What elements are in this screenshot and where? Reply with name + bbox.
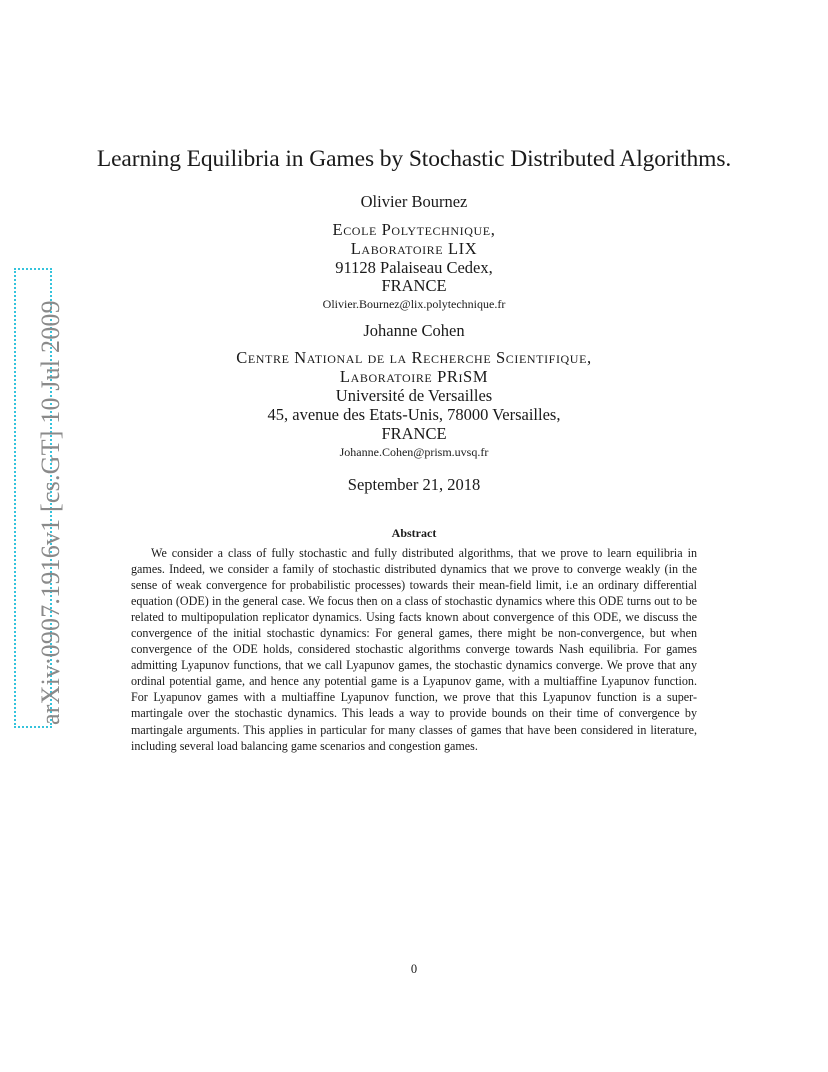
paper-date: September 21, 2018	[347, 475, 481, 494]
page-number: 0	[410, 962, 418, 976]
affiliation-2-line-3: Université de Versailles	[335, 386, 493, 405]
author-name-2: Johanne Cohen	[363, 321, 465, 340]
affiliation-2-line-2: Laboratoire PRiSM	[339, 367, 489, 386]
author-email-2: Johanne.Cohen@prism.uvsq.fr	[339, 445, 489, 459]
abstract-heading: Abstract	[391, 526, 437, 540]
paper-title: Learning Equilibria in Games by Stochastic Distributed Algorithms.	[96, 146, 732, 172]
author-name-1: Olivier Bournez	[360, 192, 468, 211]
affiliation-2-line-5: FRANCE	[381, 424, 447, 443]
affiliation-1-line-3: 91128 Palaiseau Cedex,	[335, 258, 493, 277]
author-email-1: Olivier.Bournez@lix.polytechnique.fr	[322, 297, 506, 311]
affiliation-1-line-2: Laboratoire LIX	[350, 239, 478, 258]
affiliation-1-line-4: FRANCE	[381, 276, 447, 295]
affiliation-2-line-1: Centre National de la Recherche Scientifique,	[236, 348, 592, 367]
affiliation-2-line-4: 45, avenue des Etats-Unis, 78000 Versailles,	[267, 405, 561, 424]
abstract-text: We consider a class of fully stochastic and fully distributed algorithms, that we prove to learn equilibria in games. Indeed, we consider a family of stochastic distributed dynamics that we prove to converge weakly (in the sense of weak convergence for probabilistic processes) towards their mean-field limit, i.e an ordinary differential equation (ODE) in the general case. We focus then on a class of stochastic dynamics where this ODE turns out to be related to multipopulation replicator dynamics. Using facts known about convergence of this ODE, we discuss the convergence of the initial stochastic dynamics: For general games, there might be non-convergence, but when convergence of the ODE holds, considered stochastic algorithms converge towards Nash equilibria. For games admitting Lyapunov functions, that we call Lyapunov games, the stochastic dynamics converge. We prove that any ordinal potential game, and hence any potential game is a Lyapunov game, with a multiaffine Lyapunov function. For Lyapunov games with a multiaffine Lyapunov function, we prove that this Lyapunov function is a super-martingale over the stochastic dynamics. This leads a way to provide bounds on their time of convergence by martingale arguments. This applies in particular for many classes of games that have been considered in literature, including several load balancing game scenarios and congestion games.	[131, 546, 697, 753]
affiliation-1-line-1: Ecole Polytechnique,	[332, 220, 496, 239]
arxiv-stamp: arXiv:0907.1916v1 [cs.GT] 10 Jul 2009	[36, 300, 65, 725]
